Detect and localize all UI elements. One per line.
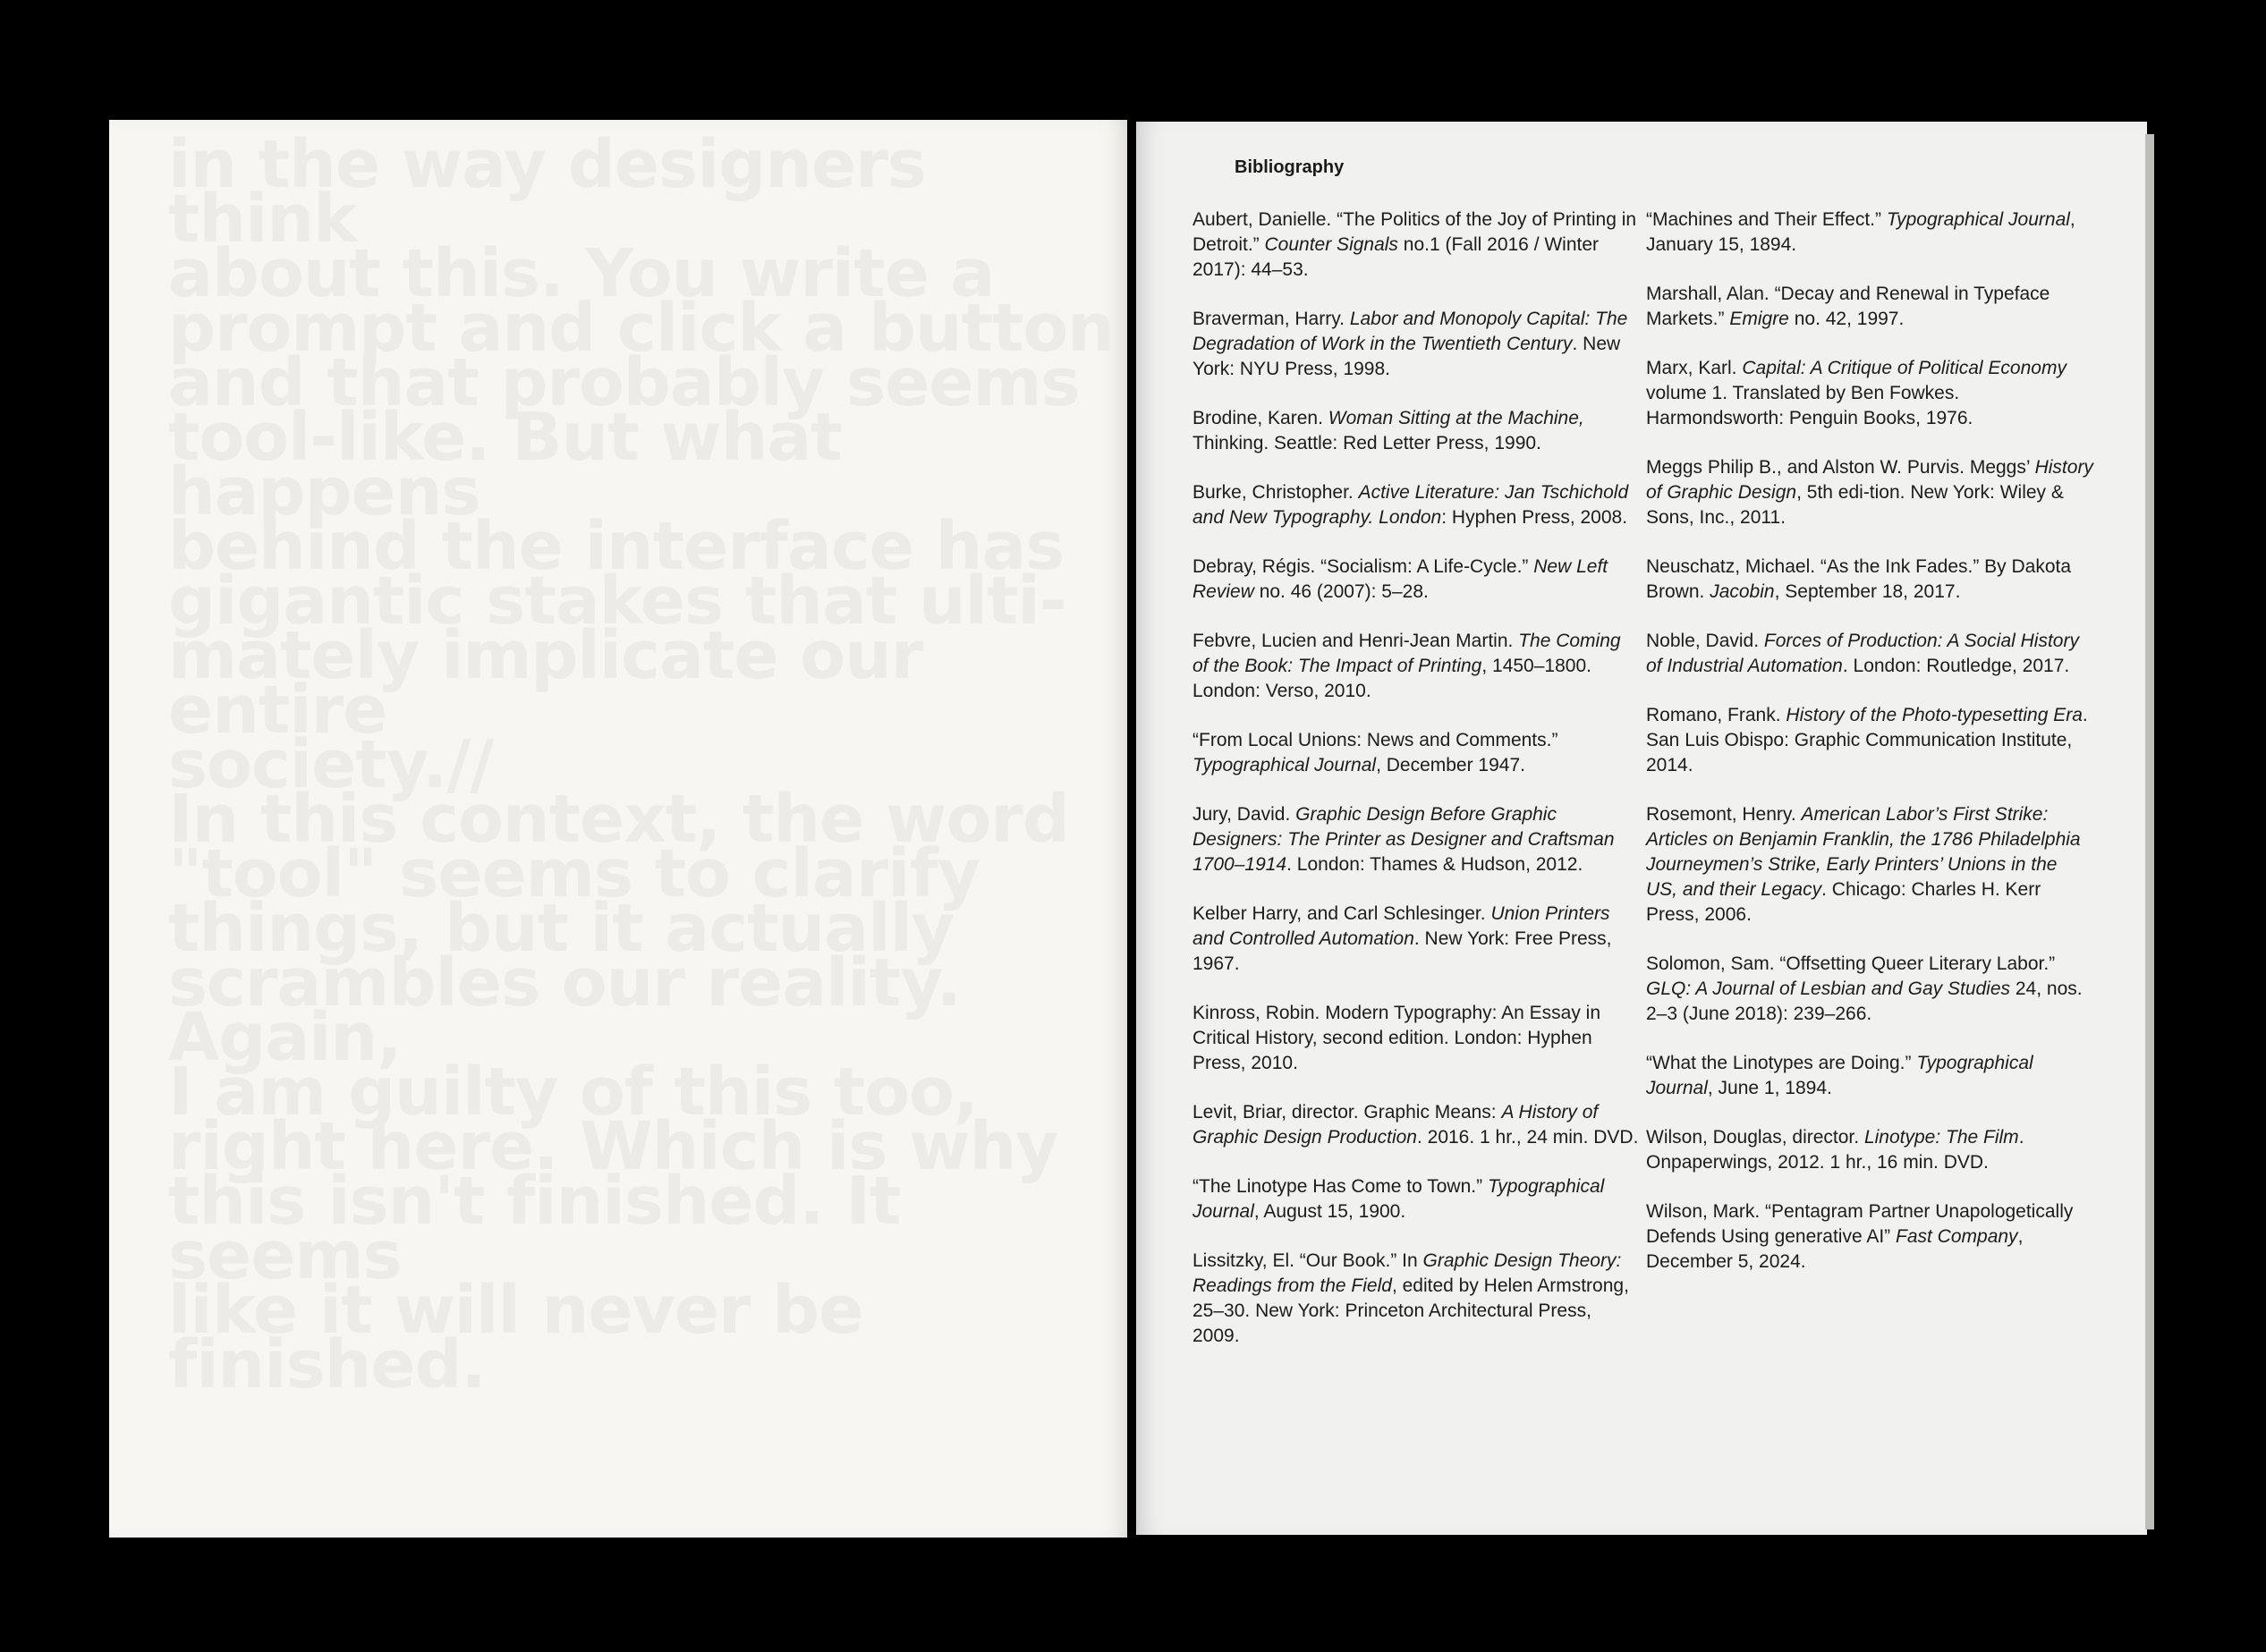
- bibliography-entry: [1192, 728, 1640, 778]
- bibliography-entry: [1192, 1100, 1640, 1150]
- entry-text: “From Local Unions: News and Comments.”: [1192, 730, 1558, 750]
- right-page: [1136, 122, 2147, 1535]
- entry-text: Jury, David.: [1192, 804, 1296, 825]
- entry-text: Braverman, Harry.: [1192, 309, 1350, 329]
- entry-title-italic: Emigre: [1729, 309, 1789, 329]
- entry-text: “What the Linotypes are Doing.”: [1646, 1053, 1917, 1073]
- bibliography-column-right: [1646, 208, 2093, 1299]
- entry-title-italic: Graphic Design Before Graphic Designers: The Printer as Designer and Craftsman 1700–1914: [1192, 804, 1615, 875]
- entry-text: Thinking. Seattle: Red Letter Press, 1990.: [1192, 433, 1541, 453]
- entry-text: . Chicago: Charles H. Kerr Press, 2006.: [1646, 879, 2041, 925]
- entry-text: “The Linotype Has Come to Town.”: [1192, 1176, 1488, 1197]
- bibliography-entry: [1646, 629, 2093, 679]
- show-through-text: in the way designers think about this. You write a prompt and click a button and that probably seems tool-like. But what happens behind the interface has gigantic stakes that ulti- mately implicate our entire society.// In this context, the word "tool" seems to clarify things, but it actually scrambles our reality. Again, I am guilty of this too, right here. Which is why this isn't finished. It seems like it will never be finished.: [168, 126, 1114, 1403]
- entry-text: , December 5, 2024.: [1646, 1226, 2024, 1272]
- entry-text: “Machines and Their Effect.”: [1646, 209, 1887, 230]
- entry-title-italic: New Left Review: [1192, 556, 1608, 602]
- entry-text: . London: Thames & Hudson, 2012.: [1286, 854, 1583, 875]
- entry-title-italic: Typographical Journal: [1886, 209, 2070, 230]
- bibliography-entry: [1646, 703, 2093, 778]
- entry-text: Wilson, Douglas, director.: [1646, 1127, 1864, 1148]
- entry-text: , August 15, 1900.: [1253, 1201, 1406, 1222]
- entry-text: Marx, Karl.: [1646, 358, 1743, 378]
- entry-title-italic: Typographical Journal: [1646, 1053, 2033, 1098]
- entry-text: , 5th edi-tion. New York: Wiley & Sons, Inc., 2011.: [1646, 482, 2064, 528]
- bibliography-heading: Bibliography: [1235, 157, 1345, 177]
- entry-text: Lissitzky, El. “Our Book.” In: [1192, 1250, 1423, 1271]
- entry-text: , January 15, 1894.: [1646, 209, 2075, 255]
- entry-title-italic: Labor and Monopoly Capital: The Degradation of Work in the Twentieth Century: [1192, 309, 1628, 354]
- entry-title-italic: Woman Sitting at the Machine,: [1328, 408, 1584, 428]
- bibliography-entry: [1192, 208, 1640, 283]
- entry-text: , June 1, 1894.: [1707, 1078, 1832, 1098]
- bibliography-entry: [1192, 480, 1640, 530]
- entry-text: , September 18, 2017.: [1774, 581, 1961, 602]
- entry-text: 24, nos. 2–3 (June 2018): 239–266.: [1646, 978, 2083, 1024]
- bibliography-entry: [1192, 1001, 1640, 1076]
- entry-title-italic: The Coming of the Book: The Impact of Printing: [1192, 631, 1621, 676]
- entry-text: no. 42, 1997.: [1788, 309, 1905, 329]
- entry-text: Levit, Briar, director. Graphic Means:: [1192, 1102, 1502, 1123]
- entry-text: Brodine, Karen.: [1192, 408, 1328, 428]
- entry-text: Rosemont, Henry.: [1646, 804, 1802, 825]
- entry-text: Romano, Frank.: [1646, 705, 1786, 725]
- entry-title-italic: American Labor’s First Strike: Articles on Benjamin Franklin, the 1786 Philadelphia Journeymen’s Strike, Early Printers’ Unions in the US, and their Legacy: [1646, 804, 2081, 900]
- entry-title-italic: Jacobin: [1710, 581, 1775, 602]
- entry-text: . Onpaperwings, 2012. 1 hr., 16 min. DVD.: [1646, 1127, 2024, 1173]
- left-page: [109, 120, 1127, 1538]
- bibliography-entry: [1192, 629, 1640, 704]
- bibliography-entry: [1192, 902, 1640, 977]
- bibliography-column-left: [1192, 208, 1640, 1373]
- bibliography-entry: [1192, 1174, 1640, 1224]
- bibliography-entry: [1192, 307, 1640, 382]
- entry-text: Wilson, Mark. “Pentagram Partner Unapologetically Defends Using generative AI”: [1646, 1201, 2074, 1247]
- entry-title-italic: GLQ: A Journal of Lesbian and Gay Studies: [1646, 978, 2011, 999]
- bibliography-entry: [1192, 406, 1640, 456]
- entry-text: no.1 (Fall 2016 / Winter 2017): 44–53.: [1192, 234, 1600, 280]
- entry-text: no. 46 (2007): 5–28.: [1253, 581, 1429, 602]
- bibliography-entry: [1192, 802, 1640, 877]
- entry-text: volume 1. Translated by Ben Fowkes. Harmondsworth: Penguin Books, 1976.: [1646, 383, 1973, 428]
- entry-text: . New York: Free Press, 1967.: [1192, 928, 1612, 974]
- bibliography-entry: [1646, 1051, 2093, 1101]
- entry-text: Solomon, Sam. “Offsetting Queer Literary Labor.”: [1646, 953, 2056, 974]
- bibliography-entry: [1646, 952, 2093, 1027]
- entry-title-italic: Counter Signals: [1264, 234, 1398, 255]
- entry-text: . London: Routledge, 2017.: [1842, 656, 2070, 676]
- entry-title-italic: Forces of Production: A Social History of Industrial Automation: [1646, 631, 2079, 676]
- entry-text: , December 1947.: [1376, 755, 1525, 775]
- entry-text: : Hyphen Press, 2008.: [1441, 507, 1628, 528]
- entry-title-italic: Typographical Journal: [1192, 755, 1377, 775]
- entry-text: , edited by Helen Armstrong, 25–30. New York: Princeton Architectural Press, 2009.: [1192, 1275, 1629, 1346]
- entry-title-italic: History of the Photo-typesetting Era: [1786, 705, 2083, 725]
- entry-text: Kelber Harry, and Carl Schlesinger.: [1192, 903, 1491, 924]
- entry-title-italic: Union Printers and Controlled Automation: [1192, 903, 1610, 949]
- entry-title-italic: Graphic Design Theory: Readings from the Field: [1192, 1250, 1622, 1296]
- entry-title-italic: Fast Company: [1896, 1226, 2018, 1247]
- entry-text: , 1450–1800. London: Verso, 2010.: [1192, 656, 1591, 701]
- entry-text: . 2016. 1 hr., 24 min. DVD.: [1416, 1127, 1639, 1148]
- entry-title-italic: Capital: A Critique of Political Economy: [1742, 358, 2067, 378]
- bibliography-entry: [1192, 1249, 1640, 1349]
- bibliography-entry: [1646, 208, 2093, 258]
- bibliography-entry: [1192, 555, 1640, 605]
- bibliography-entry: [1646, 282, 2093, 332]
- entry-title-italic: Linotype: The Film: [1863, 1127, 2019, 1148]
- entry-text: . New York: NYU Press, 1998.: [1192, 334, 1621, 379]
- bibliography-entry: [1646, 455, 2093, 530]
- entry-text: Aubert, Danielle. “The Politics of the Joy of Printing in Detroit.”: [1192, 209, 1637, 255]
- entry-text: Debray, Régis. “Socialism: A Life-Cycle.”: [1192, 556, 1534, 577]
- bibliography-entry: [1646, 1125, 2093, 1175]
- bibliography-entry: [1646, 802, 2093, 928]
- entry-title-italic: Typographical Journal: [1192, 1176, 1605, 1222]
- entry-text: Kinross, Robin. Modern Typography: An Essay in Critical History, second edition. London: Hyphen Press, 2010.: [1192, 1003, 1601, 1073]
- entry-text: Marshall, Alan. “Decay and Renewal in Typeface Markets.”: [1646, 284, 2050, 329]
- entry-title-italic: History of Graphic Design: [1646, 457, 2093, 503]
- right-page-edge: [2145, 134, 2154, 1529]
- entry-text: Noble, David.: [1646, 631, 1764, 651]
- entry-text: . San Luis Obispo: Graphic Communication Institute, 2014.: [1646, 705, 2088, 775]
- entry-text: Febvre, Lucien and Henri-Jean Martin.: [1192, 631, 1519, 651]
- entry-text: Meggs Philip B., and Alston W. Purvis. Meggs’: [1646, 457, 2035, 478]
- entry-title-italic: Active Literature: Jan Tschichold and New Typography. London: [1192, 482, 1629, 528]
- entry-text: Neuschatz, Michael. “As the Ink Fades.” By Dakota Brown.: [1646, 556, 2072, 602]
- bibliography-entry: [1646, 1199, 2093, 1275]
- entry-title-italic: A History of Graphic Design Production: [1192, 1102, 1599, 1148]
- entry-text: Burke, Christopher.: [1192, 482, 1359, 503]
- bibliography-entry: [1646, 555, 2093, 605]
- bibliography-entry: [1646, 356, 2093, 431]
